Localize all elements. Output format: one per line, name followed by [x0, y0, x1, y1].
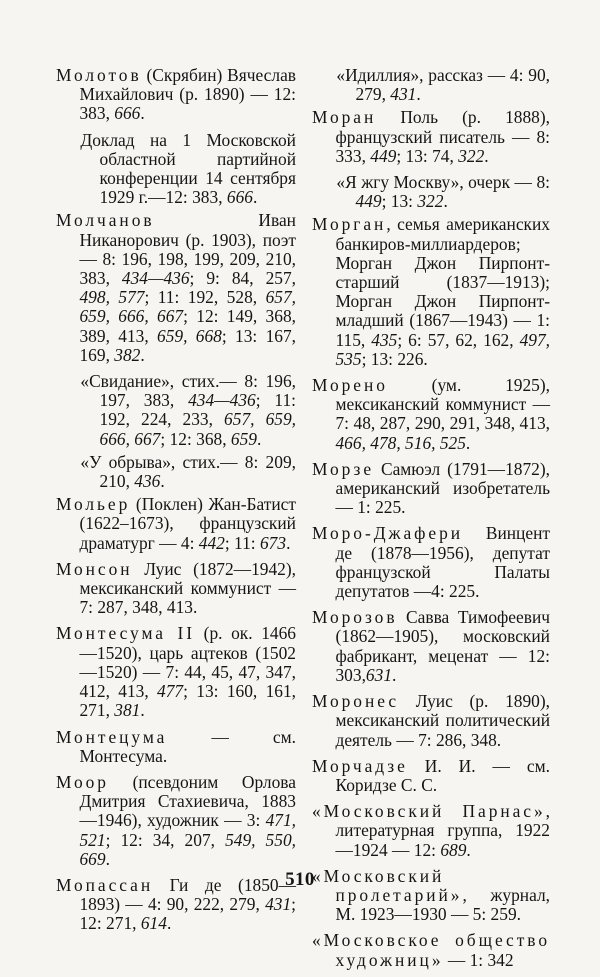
entry-text: ; 12: 34, 207, — [105, 829, 226, 850]
entry-text: Иван Никанорович (р. 1903), поэт — 8: 196, 198, 199, 209, 210, 383, — [79, 210, 296, 289]
page-ref-italic: 614 — [140, 913, 167, 934]
page-ref-italic: 498, 577 — [79, 287, 145, 308]
subentry-text: Доклад на 1 Московской областной партийной конференции 14 сентября 1929 г.—12: 383, — [80, 129, 296, 208]
entry-text: . — [105, 848, 110, 869]
entry-text: ; 13: 160, 161, 271, — [79, 681, 297, 721]
index-subentry-molotov-doklad — [56, 131, 296, 208]
entry-name: Моро-Джафери — [312, 523, 463, 544]
subentry-text: «Идиллия», рассказ — 4: 90, 279, — [336, 65, 550, 105]
entry-name: Морено — [312, 375, 388, 396]
entry-text: , журнал, М. 1923—1930 — 5: 259. — [335, 884, 550, 925]
entry-text: ; 13: 74, — [396, 145, 459, 166]
entry-text: ; 13: 167, 169, — [79, 325, 297, 365]
page-ref-italic: 436 — [134, 471, 161, 492]
entry-name: Мольер — [56, 494, 131, 515]
index-subentry-svidanie — [56, 372, 296, 449]
page-ref-italic: 322 — [458, 145, 485, 166]
page-ref-italic: 657, 659, 666, 667 — [79, 287, 296, 327]
entry-name: Монтесума II — [56, 623, 196, 644]
entry-text: . — [140, 344, 145, 365]
index-entry-monson — [56, 560, 296, 618]
entry-text: . — [466, 839, 471, 860]
entry-text: Луис (1872—1942), мексиканский коммунист — 7: 287, 348, 413. — [79, 558, 296, 618]
entry-text: ; 9: 84, 257, — [189, 268, 297, 289]
subentry-text: «У обрыва», стих.— 8: 209, 210, — [80, 451, 296, 492]
entry-text: (Скрябин) Вячеслав Михайлович (р. 1890) — 12: 383, — [79, 65, 296, 124]
entry-text: (Поклен) Жан-Батист (1622–1673), французский драматург — 4: — [79, 494, 296, 553]
subentry-text: . — [252, 187, 258, 208]
entry-name: «Московское общество художниц» — [312, 930, 550, 970]
page-ref-italic: 382 — [114, 344, 141, 365]
page-ref-italic: 659 — [230, 428, 257, 449]
index-entry-molotov — [56, 66, 296, 124]
entry-name: Моронес — [312, 691, 399, 712]
entry-text: Винцент де (1878—1956), депутат французской Палаты депутатов —4: 225. — [335, 523, 550, 602]
entry-name: Молотов — [56, 65, 142, 85]
entry-text: Савва Тимофеевич (1862—1905), московский фабрикант, меценат — 12: 303, — [335, 607, 550, 685]
index-entry-morones — [312, 692, 550, 750]
entry-text: . — [140, 103, 145, 124]
index-entry-morze — [312, 460, 550, 518]
page-ref-italic: 431 — [390, 84, 417, 105]
entry-name: Морчадзе — [312, 755, 408, 776]
entry-text: (р. ок. 1466—1520), царь ацтеков (1502—1520) — 7: 44, 45, 47, 347, 412, 413, — [79, 623, 296, 702]
entry-text: — см. Монтесума. — [79, 726, 296, 766]
index-entry-moskovskoe-obshchestvo — [312, 931, 550, 969]
page-number: 510 — [285, 869, 315, 890]
entry-text: , семья американских банкиров-миллиардеров; Морган Джон Пирпонт-старший (1837—1913); Морган Джон Пирпонт-младший (1867—1943) — 1: 115, — [335, 214, 550, 350]
entry-text: ; 13: 226. — [361, 348, 428, 369]
page-ref-italic: 322 — [417, 191, 444, 212]
entry-text: ; 6: 57, 62, 162, — [397, 329, 520, 350]
page-ref-italic: 449 — [370, 145, 397, 166]
index-entry-morozov — [312, 608, 550, 685]
index-entry-morchadze — [312, 757, 550, 795]
entry-name: Моор — [56, 771, 109, 792]
entry-name: «Московский пролетарий» — [312, 865, 463, 905]
entry-text: (ум. 1925), мексиканский коммунист — 7: 48, 287, 290, 291, 348, 413, — [335, 375, 550, 434]
page-ref-italic: 666 — [226, 187, 253, 208]
entry-text: Поль (р. 1888), французский писатель — 8: 333, — [335, 107, 550, 166]
entry-text: ; 12: 271, — [79, 894, 296, 934]
entry-text: ; 11: 192, 528, — [144, 287, 266, 308]
entry-name: Морозов — [312, 607, 398, 628]
entry-text: . — [286, 532, 291, 553]
subentry-text: «Я жгу Москву», очерк — 8: — [336, 172, 550, 193]
page-ref-italic: 631 — [365, 664, 393, 685]
index-entry-molier — [56, 495, 296, 553]
page-ref-italic: 497, 535 — [335, 329, 550, 369]
index-entry-molchanov — [56, 211, 296, 365]
subentry-text: ; 13: — [381, 191, 418, 212]
index-entry-moro-dzhaferi — [312, 524, 550, 601]
entry-text: (псевдоним Орлова Дмитрия Стахиевича, 1883—1946), художник — 3: — [79, 771, 296, 831]
entry-text: . — [140, 700, 145, 721]
entry-text: И. И. — см. Коридзе С. С. — [335, 755, 550, 795]
entry-name: Монсон — [56, 558, 133, 579]
subentry-text: ; 11: 192, 224, 233, — [99, 390, 297, 430]
page-ref-italic: 659, 668 — [157, 325, 222, 346]
entry-text: ; 11: — [224, 532, 260, 553]
entry-text: . — [484, 145, 489, 166]
subentry-text: . — [257, 428, 262, 449]
index-entry-moreno — [312, 376, 550, 453]
index-entry-montezuma — [56, 728, 296, 766]
index-subentry-idillia — [312, 66, 550, 104]
page-ref-italic: 431 — [265, 894, 292, 915]
entry-name: Морган — [312, 214, 387, 235]
index-entry-moor — [56, 773, 296, 869]
entry-name: Молчанов — [56, 210, 155, 231]
entry-text: , литературная группа, 1922—1924 — 12: — [335, 801, 550, 860]
index-entry-montesuma — [56, 624, 296, 720]
subentry-text: . — [416, 84, 421, 105]
entry-name: Морзе — [312, 458, 375, 479]
entry-text: Луис (р. 1890), мексиканский политический деятель — 7: 286, 348. — [335, 691, 550, 750]
page-ref-italic: 466, 478, 516, 525 — [335, 432, 466, 453]
entry-text: Самюэл (1791—1872), американский изобретатель — 1: 225. — [335, 458, 550, 518]
entry-text: ; 12: 149, 368, 389, 413, — [79, 306, 296, 346]
entry-text: . — [166, 913, 172, 934]
index-entry-moran — [312, 108, 550, 166]
left-column — [56, 66, 296, 941]
entry-text: — 1: 342 — [443, 949, 514, 970]
page-ref-italic: 435 — [371, 329, 398, 350]
entry-text: . — [465, 432, 471, 453]
right-column — [312, 66, 550, 977]
page-ref-italic: 471, 521 — [79, 810, 296, 850]
page-ref-italic: 449 — [355, 191, 382, 212]
entry-name: Монтецума — [56, 726, 168, 747]
entry-text: Ги де (1850—1893) — 4: 90, 222, 279, — [79, 874, 296, 915]
page-ref-italic: 689 — [440, 839, 467, 860]
page-ref-italic: 477 — [157, 681, 184, 702]
subentry-text: ; 12: 368, — [160, 428, 231, 449]
subentry-text: «Свидание», стих.— 8: 196, 197, 383, — [80, 371, 296, 411]
page-ref-italic: 673 — [259, 532, 287, 553]
page-ref-italic: 666 — [114, 103, 141, 124]
index-subentry-u-obryva — [56, 453, 296, 491]
entry-text: . — [392, 664, 397, 685]
page-ref-italic: 434—436 — [121, 268, 190, 289]
page-ref-italic: 657, 659, 666, 667 — [99, 409, 296, 449]
entry-name: Мопассан — [56, 874, 154, 895]
page-ref-italic: 549, 550, 669 — [79, 829, 296, 869]
page-ref-italic: 381 — [114, 700, 141, 721]
subentry-text: . — [160, 471, 165, 492]
index-entry-morgan — [312, 215, 550, 369]
entry-name: «Московский Парнас» — [312, 801, 546, 822]
index-subentry-ya-zhgu-moskvu — [312, 173, 550, 211]
index-entry-moskovskiy-parnas — [312, 802, 550, 860]
page-ref-italic: 434—436 — [188, 390, 256, 411]
page-ref-italic: 442 — [198, 532, 225, 553]
entry-name: Моран — [312, 107, 377, 128]
subentry-text: . — [443, 191, 448, 212]
